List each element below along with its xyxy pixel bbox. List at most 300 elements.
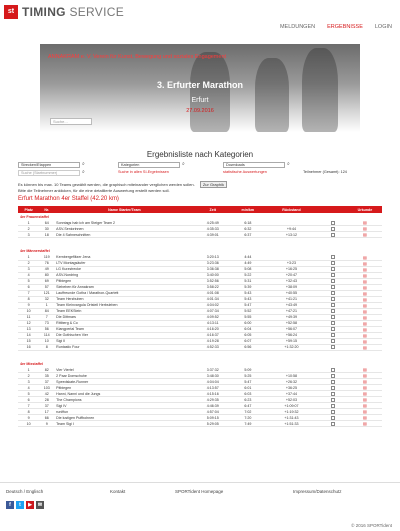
search-icon[interactable]: ⌕ xyxy=(182,161,185,167)
cell-min-km: 6:18 xyxy=(231,220,265,226)
footer xyxy=(0,482,400,531)
cell-rueckstand: +37:44 xyxy=(265,391,318,397)
cell-zeit: 4:01:34 xyxy=(195,296,231,302)
imprint-link[interactable]: Impressum/Datenschutz xyxy=(293,489,342,494)
certificate-icon[interactable]: ▤ xyxy=(363,284,367,290)
compare-checkbox[interactable] xyxy=(331,303,335,307)
category-name: 4er Frauenstaffel xyxy=(20,214,49,219)
compare-checkbox[interactable] xyxy=(331,261,335,265)
certificate-icon[interactable]: ▤ xyxy=(363,397,367,403)
cell-platz: 8 xyxy=(18,409,39,415)
col-zeit[interactable]: Zeit xyxy=(195,206,231,213)
cell-platz: 2 xyxy=(18,373,39,379)
certificate-icon[interactable]: ▤ xyxy=(363,226,367,232)
certificate-icon[interactable]: ▤ xyxy=(363,272,367,278)
cell-nr: 56 xyxy=(39,326,54,332)
search-all-results-link[interactable]: Suche in allen SI-Ergebnissen xyxy=(118,170,169,174)
spacer-cell xyxy=(18,350,382,360)
cell-platz: 9 xyxy=(18,302,39,308)
cell-nr: 42 xyxy=(39,391,54,397)
cell-rueckstand: +32:43 xyxy=(265,278,318,284)
cell-name[interactable]: 2 Paar Domschuhe xyxy=(54,373,194,379)
cell-name[interactable]: The Champions xyxy=(54,397,194,403)
cell-nr: 121 xyxy=(39,290,54,296)
statistics-link[interactable]: statistische Auswertungen xyxy=(223,170,267,174)
cell-rueckstand: +36:25 xyxy=(265,385,318,391)
compare-checkbox[interactable] xyxy=(331,227,335,231)
cell-nr: 32 xyxy=(39,296,54,302)
event-location: Erfurt xyxy=(191,97,209,104)
cell-rueckstand: +13:12 xyxy=(265,232,318,238)
homepage-link[interactable]: SPORTident Homepage xyxy=(175,489,224,494)
cell-zeit: 3:20:13 xyxy=(195,255,231,261)
col-name[interactable]: Name Starter/Team xyxy=(54,206,194,213)
cell-min-km: 6:37 xyxy=(231,232,265,238)
cell-min-km: 5:52 xyxy=(231,308,265,314)
cell-nr: 7 xyxy=(39,314,54,320)
cell-rueckstand: +1:32:20 xyxy=(265,344,318,350)
cell-nr: 114 xyxy=(39,332,54,338)
certificate-icon[interactable]: ▤ xyxy=(363,232,367,238)
cell-rueckstand: +41:21 xyxy=(265,296,318,302)
event-date: 27.09.2016 xyxy=(186,108,214,114)
certificate-icon[interactable]: ▤ xyxy=(363,379,367,385)
certificate-icon[interactable]: ▤ xyxy=(363,391,367,397)
compare-checkbox[interactable] xyxy=(331,380,335,384)
table-row[interactable] xyxy=(18,421,382,427)
cell-platz: 3 xyxy=(18,379,39,385)
strecken-select[interactable]: Strecken/Etappen xyxy=(18,162,80,168)
cell-platz: 11 xyxy=(18,314,39,320)
social-icons xyxy=(6,501,44,509)
compare-checkbox[interactable] xyxy=(331,410,335,414)
cell-nr: 37 xyxy=(39,403,54,409)
cell-name[interactable]: LTV Montagsäufer xyxy=(54,260,194,266)
cell-nr: 35 xyxy=(39,373,54,379)
cell-platz: 13 xyxy=(18,326,39,332)
cell-rueckstand: +1:31:43 xyxy=(265,415,318,421)
cell-min-km: 7:02 xyxy=(231,409,265,415)
cell-rueckstand: +52:03 xyxy=(265,397,318,403)
certificate-icon[interactable]: ▤ xyxy=(363,409,367,415)
cell-name[interactable]: Die Dittmars xyxy=(54,314,194,320)
compare-checkbox[interactable] xyxy=(331,339,335,343)
cell-name[interactable]: Speedskate-Runner xyxy=(54,379,194,385)
cell-name[interactable]: Team EEKStein xyxy=(54,308,194,314)
cell-platz: 14 xyxy=(18,332,39,338)
cell-nr: 17 xyxy=(39,409,54,415)
cell-zeit: 5:09:15 xyxy=(195,415,231,421)
logo-mark[interactable]: st xyxy=(4,5,18,19)
cell-min-km: 6:32 xyxy=(231,226,265,232)
cell-rueckstand: +52:58 xyxy=(265,320,318,326)
compare-checkbox[interactable] xyxy=(331,291,335,295)
cell-zeit: 4:19:28 xyxy=(195,338,231,344)
certificate-icon[interactable]: ▤ xyxy=(363,367,367,373)
compare-checkbox[interactable] xyxy=(331,386,335,390)
search-icon[interactable]: ⌕ xyxy=(82,169,85,175)
category-name: 4er Männerstaffel xyxy=(20,249,50,254)
cell-zeit: 4:57:04 xyxy=(195,409,231,415)
contact-link[interactable]: Kontakt xyxy=(110,489,126,494)
cell-name[interactable]: Klangperlal Team xyxy=(54,326,194,332)
cell-rueckstand: +20:47 xyxy=(265,272,318,278)
cell-platz: 3 xyxy=(18,266,39,272)
col-rueckstand[interactable]: Rückstand xyxy=(265,206,318,213)
cell-name[interactable]: Siebeben für Annakram xyxy=(54,284,194,290)
cell-name[interactable]: Vier Viertel xyxy=(54,367,194,373)
cell-nr: 8 xyxy=(39,344,54,350)
nav-login[interactable]: LOGIN xyxy=(374,24,392,30)
cell-name[interactable]: Sigi IV xyxy=(54,403,194,409)
youtube-icon[interactable]: ▶ xyxy=(26,501,34,509)
cell-rueckstand: +16:25 xyxy=(265,266,318,272)
cell-nr: 18 xyxy=(39,232,54,238)
cell-min-km: 6:00 xyxy=(231,320,265,326)
cell-platz: 16 xyxy=(18,344,39,350)
compare-checkbox[interactable] xyxy=(331,255,335,259)
cell-select xyxy=(318,421,348,427)
startnummer-search-input[interactable]: Suche (Startnummer) xyxy=(18,170,80,176)
certificate-icon[interactable]: ▤ xyxy=(363,415,367,421)
filter-controls xyxy=(18,162,388,176)
runner-silhouette xyxy=(302,48,338,132)
facebook-icon[interactable]: f xyxy=(6,501,14,509)
cell-nr: 66 xyxy=(39,415,54,421)
nav-meldungen[interactable]: MELDUNGEN xyxy=(279,24,316,30)
cell-zeit: 4:39:01 xyxy=(195,232,231,238)
compare-checkbox[interactable] xyxy=(331,404,335,408)
compare-checkbox[interactable] xyxy=(331,321,335,325)
cell-nr: 64 xyxy=(39,220,54,226)
cell-name[interactable]: runiffun xyxy=(54,409,194,415)
cell-platz: 15 xyxy=(18,338,39,344)
col-platz[interactable]: Platz xyxy=(18,206,39,213)
cell-min-km: 5:43 xyxy=(231,296,265,302)
certificate-icon[interactable]: ▤ xyxy=(363,278,367,284)
cell-name[interactable]: Team Kleinvargula Ortsteil Herbsleben xyxy=(54,302,194,308)
cell-zeit: 4:52:33 xyxy=(195,344,231,350)
association-text: ANNAKRAM e. V. Verein für Kunst, Bewegung und soziales Engagement xyxy=(48,54,227,60)
cell-zeit: 4:07:34 xyxy=(195,308,231,314)
cell-platz: 6 xyxy=(18,284,39,290)
cell-name[interactable]: ASV-Nordring xyxy=(54,272,194,278)
cell-rueckstand: +3:23 xyxy=(265,260,318,266)
certificate-icon[interactable]: ▤ xyxy=(363,266,367,272)
compare-checkbox[interactable] xyxy=(331,315,335,319)
cell-zeit: 4:04:04 xyxy=(195,379,231,385)
cell-name[interactable]: LG Kurzstrecke xyxy=(54,266,194,272)
twitter-icon[interactable]: t xyxy=(16,501,24,509)
cell-zeit: 4:16:37 xyxy=(195,332,231,338)
cell-name[interactable]: Kernbergeflitzer Jena xyxy=(54,255,194,261)
col-min-km[interactable]: min/km xyxy=(231,206,265,213)
cell-min-km: 5:43 xyxy=(231,290,265,296)
cell-min-km: 5:47 xyxy=(231,302,265,308)
compare-checkbox[interactable] xyxy=(331,327,335,331)
compare-checkbox[interactable] xyxy=(331,368,335,372)
cell-zeit: 4:25:49 xyxy=(195,220,231,226)
certificate-icon[interactable]: ▤ xyxy=(363,338,367,344)
cell-name[interactable]: Die lustigen Puffbohnen xyxy=(54,415,194,421)
cell-zeit: 4:13:57 xyxy=(195,385,231,391)
cell-name[interactable]: Sigi II xyxy=(54,338,194,344)
cell-nr: 49 xyxy=(39,266,54,272)
compare-checkbox[interactable] xyxy=(331,392,335,396)
certificate-icon[interactable]: ▤ xyxy=(363,373,367,379)
cell-name[interactable]: Team Herzbuben xyxy=(54,296,194,302)
cell-min-km: 6:47 xyxy=(231,403,265,409)
compare-checkbox[interactable] xyxy=(331,422,335,426)
cell-min-km: 5:31 xyxy=(231,278,265,284)
compare-checkbox[interactable] xyxy=(331,267,335,271)
compare-checkbox[interactable] xyxy=(331,398,335,402)
info-line-2: Bitte die Teilnehmer anklicken, für die eine detaillierte Auswertung erstellt werden soll. xyxy=(18,188,170,193)
category-name: 4er Mixstaffel xyxy=(20,361,43,366)
col-select xyxy=(318,206,348,213)
compare-checkbox[interactable] xyxy=(331,333,335,337)
cell-min-km: 6:04 xyxy=(231,326,265,332)
cell-nr: 76 xyxy=(39,260,54,266)
info-line-1 xyxy=(18,181,227,188)
search-icon[interactable]: ⌕ xyxy=(82,161,85,167)
cell-rueckstand: +26:32 xyxy=(265,379,318,385)
cell-platz: 10 xyxy=(18,308,39,314)
cell-platz: 5 xyxy=(18,391,39,397)
cell-platz: 4 xyxy=(18,272,39,278)
cell-platz: 12 xyxy=(18,320,39,326)
cell-rueckstand: +43:49 xyxy=(265,302,318,308)
cell-zeit: 4:46:39 xyxy=(195,403,231,409)
compare-checkbox[interactable] xyxy=(331,416,335,420)
info-compare-text: Es können bis max. 10 Teams gewählt werden, die graphisch miteinander verglichen werden sollen. xyxy=(18,182,195,187)
runner-silhouette xyxy=(190,52,230,132)
cell-name[interactable]: Lauffreunde Gotha / Marathon-Quartett xyxy=(54,290,194,296)
cell-zeit: 5:29:05 xyxy=(195,421,231,427)
certificate-icon[interactable]: ▤ xyxy=(363,308,367,314)
cell-name[interactable]: Rittberg & Co xyxy=(54,320,194,326)
cell-rueckstand: +9:44 xyxy=(265,226,318,232)
cell-nr: 37 xyxy=(39,379,54,385)
certificate-icon[interactable]: ▤ xyxy=(363,403,367,409)
cell-min-km: 7:20 xyxy=(231,415,265,421)
header xyxy=(0,0,400,40)
certificate-icon[interactable]: ▤ xyxy=(363,302,367,308)
category-header xyxy=(18,248,382,255)
cell-platz: 8 xyxy=(18,296,39,302)
cell-name[interactable]: Runtastic Four xyxy=(54,344,194,350)
cell-min-km: 5:09 xyxy=(231,367,265,373)
cell-nr: 30 xyxy=(39,226,54,232)
cell-zeit: 4:35:33 xyxy=(195,226,231,232)
cell-min-km: 6:01 xyxy=(231,385,265,391)
cell-nr: 1 xyxy=(39,302,54,308)
cell-min-km: 6:03 xyxy=(231,391,265,397)
cell-nr: 57 xyxy=(39,284,54,290)
compare-checkbox[interactable] xyxy=(331,374,335,378)
cell-platz: 9 xyxy=(18,415,39,421)
cell-zeit: 3:37:32 xyxy=(195,367,231,373)
logo-bold: TIMING xyxy=(22,5,66,19)
results-table-title: Erfurt Marathon 4er Staffel (42.20 km) xyxy=(18,196,119,202)
certificate-icon[interactable]: ▤ xyxy=(363,421,367,427)
category-header xyxy=(18,360,382,367)
compare-checkbox[interactable] xyxy=(331,233,335,237)
cell-platz: 10 xyxy=(18,421,39,427)
info-text xyxy=(18,181,227,194)
table-header-row xyxy=(18,206,382,213)
cell-min-km: 6:56 xyxy=(231,344,265,350)
cell-platz: 1 xyxy=(18,220,39,226)
results-table xyxy=(18,206,382,427)
cell-rueckstand: +1:19:32 xyxy=(265,409,318,415)
cell-name[interactable]: ASV-Seniorinnen xyxy=(54,226,194,232)
cell-rueckstand: +1:09:07 xyxy=(265,403,318,409)
hero-banner xyxy=(40,44,360,132)
cell-rueckstand: +40:55 xyxy=(265,290,318,296)
cell-rueckstand: +1:51:33 xyxy=(265,421,318,427)
cell-min-km: 5:22 xyxy=(231,272,265,278)
cell-min-km: 5:55 xyxy=(231,314,265,320)
participants-value: 124 xyxy=(340,170,347,174)
cell-nr: 82 xyxy=(39,367,54,373)
cell-rueckstand: +47:21 xyxy=(265,308,318,314)
cell-nr: 73 xyxy=(39,320,54,326)
compare-checkbox[interactable] xyxy=(331,309,335,313)
compare-checkbox[interactable] xyxy=(331,273,335,277)
certificate-icon[interactable]: ▤ xyxy=(363,332,367,338)
col-nr[interactable]: Nr. xyxy=(39,206,54,213)
cell-rueckstand: +56:07 xyxy=(265,326,318,332)
cell-urkunde xyxy=(348,421,382,427)
certificate-icon[interactable]: ▤ xyxy=(363,385,367,391)
certificate-icon[interactable]: ▤ xyxy=(363,344,367,350)
certificate-icon[interactable]: ▤ xyxy=(363,290,367,296)
cell-name[interactable]: Hanni, Nanni und die Jungs xyxy=(54,391,194,397)
cell-zeit: 4:04:02 xyxy=(195,302,231,308)
cell-min-km: 5:47 xyxy=(231,379,265,385)
cell-nr: 9 xyxy=(39,421,54,427)
cell-nr: 80 xyxy=(39,272,54,278)
cell-min-km: 7:49 xyxy=(231,421,265,427)
graph-button[interactable]: Zur Graphik xyxy=(200,181,227,188)
logo-text[interactable] xyxy=(22,4,124,20)
cell-platz: 4 xyxy=(18,385,39,391)
section-spacer xyxy=(18,238,382,248)
cell-name[interactable]: Die Gothischen Vier xyxy=(54,332,194,338)
cell-rueckstand: +10:58 xyxy=(265,373,318,379)
cell-name[interactable]: Die 4 Sahneschnitten xyxy=(54,232,194,238)
spacer-cell xyxy=(18,238,382,248)
event-title: 3. Erfurter Marathon xyxy=(156,80,243,90)
certificate-icon[interactable]: ▤ xyxy=(363,296,367,302)
cell-rueckstand: +38:09 xyxy=(265,284,318,290)
main-nav xyxy=(280,24,392,30)
cell-zeit: 3:23:36 xyxy=(195,260,231,266)
cell-zeit: 4:13:11 xyxy=(195,320,231,326)
compare-checkbox[interactable] xyxy=(331,297,335,301)
compare-checkbox[interactable] xyxy=(331,345,335,349)
cell-min-km: 5:39 xyxy=(231,284,265,290)
cell-min-km: 4:44 xyxy=(231,255,265,261)
col-urkunde[interactable]: Urkunde xyxy=(348,206,382,213)
cell-min-km: 6:07 xyxy=(231,338,265,344)
hero-search-input[interactable]: Suche... xyxy=(50,118,92,125)
cell-zeit: 4:01:08 xyxy=(195,290,231,296)
cell-platz: 1 xyxy=(18,255,39,261)
section-spacer xyxy=(18,350,382,360)
cell-min-km: 5:25 xyxy=(231,373,265,379)
page-title: Ergebnisliste nach Kategorien xyxy=(146,150,254,159)
cell-min-km: 4:49 xyxy=(231,260,265,266)
cell-nr: 119 xyxy=(39,255,54,261)
cell-zeit: 3:36:38 xyxy=(195,266,231,272)
nav-ergebnisse[interactable]: ERGEBNISSE xyxy=(327,24,363,30)
language-link[interactable]: Deutsch / Englisch xyxy=(6,489,44,494)
compare-checkbox[interactable] xyxy=(331,279,335,283)
cell-platz: 3 xyxy=(18,232,39,238)
cell-zeit: 4:29:35 xyxy=(195,397,231,403)
search-icon[interactable]: ⌕ xyxy=(287,161,290,167)
participants-label: Teilnehmer (Gesamt): xyxy=(303,170,340,174)
certificate-icon[interactable]: ▤ xyxy=(363,314,367,320)
cell-platz: 7 xyxy=(18,403,39,409)
cell-nr: 10 xyxy=(39,338,54,344)
cell-rueckstand: +56:24 xyxy=(265,332,318,338)
cell-rueckstand: +59:15 xyxy=(265,338,318,344)
cell-nr: 69 xyxy=(39,278,54,284)
cell-platz: 2 xyxy=(18,226,39,232)
cell-rueckstand: +49:39 xyxy=(265,314,318,320)
participants-count xyxy=(303,170,347,174)
compare-checkbox[interactable] xyxy=(331,285,335,289)
cell-platz: 7 xyxy=(18,290,39,296)
cell-zeit: 4:09:52 xyxy=(195,314,231,320)
compare-checkbox[interactable] xyxy=(331,221,335,225)
copyright: © 2016 SPORTident xyxy=(351,523,392,528)
certificate-icon[interactable]: ▤ xyxy=(363,220,367,226)
cell-min-km: 5:08 xyxy=(231,266,265,272)
cell-zeit: 3:52:56 xyxy=(195,278,231,284)
kategorien-select[interactable]: Kategorien xyxy=(118,162,180,168)
cell-platz: 1 xyxy=(18,367,39,373)
cell-nr: 28 xyxy=(39,397,54,403)
cell-name[interactable]: Pitbiegen xyxy=(54,278,194,284)
mail-icon[interactable]: ✉ xyxy=(37,502,43,508)
cell-name[interactable]: Pitbiegen xyxy=(54,385,194,391)
downloads-select[interactable]: Downloads xyxy=(223,162,285,168)
certificate-icon[interactable]: ▤ xyxy=(363,260,367,266)
results-body xyxy=(18,213,382,427)
certificate-icon[interactable]: ▤ xyxy=(363,320,367,326)
cell-min-km: 6:05 xyxy=(231,332,265,338)
cell-platz: 6 xyxy=(18,397,39,403)
logo-light: SERVICE xyxy=(69,5,125,19)
certificate-icon[interactable]: ▤ xyxy=(363,254,367,260)
cell-zeit: 4:16:20 xyxy=(195,326,231,332)
cell-nr: 84 xyxy=(39,308,54,314)
cell-platz: 5 xyxy=(18,278,39,284)
cell-nr: 103 xyxy=(39,385,54,391)
cell-name[interactable]: Sonntags hab ich am Steiger Team 2 xyxy=(54,220,194,226)
category-header xyxy=(18,213,382,220)
cell-min-km: 6:23 xyxy=(231,397,265,403)
cell-zeit: 3:48:30 xyxy=(195,373,231,379)
cell-name[interactable]: Team Sigi I xyxy=(54,421,194,427)
cell-platz: 2 xyxy=(18,260,39,266)
cell-zeit: 4:15:16 xyxy=(195,391,231,397)
certificate-icon[interactable]: ▤ xyxy=(363,326,367,332)
